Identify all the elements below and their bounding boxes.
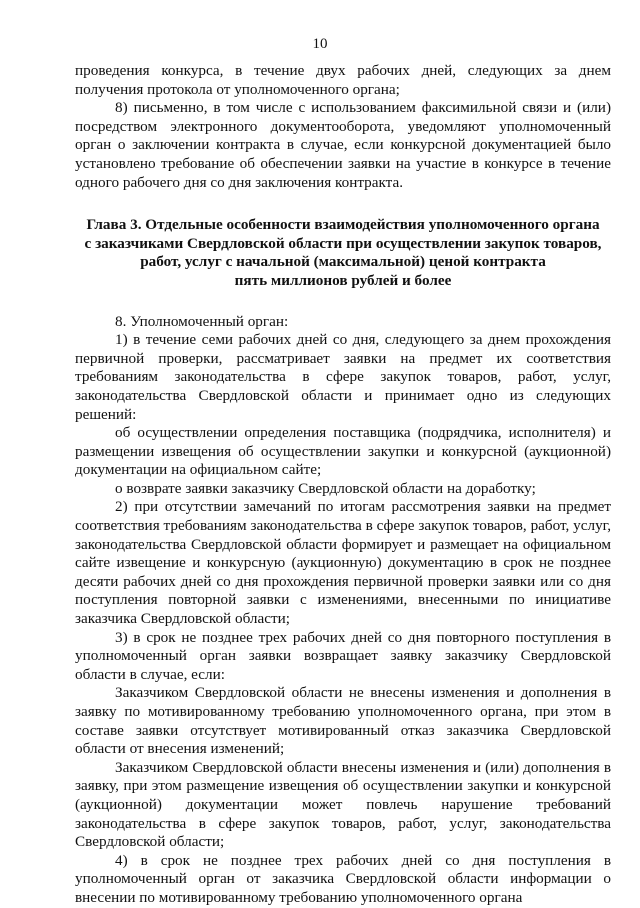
heading-line: пять миллионов рублей и более [234,271,452,289]
paragraph-p-8-1: 1) в течение семи рабочих дней со дня, следующего за днем прохождения первичной проверки, рассматривает заявки на предмет их соответствия требованиям законодательства в сфере закупок товаров, работ, услуг, законодательства Свердловской области и принимает одно из следующих решений: [75,331,611,423]
paragraph-p-8-3-a: Заказчиком Свердловской области не внесены изменения и дополнения в заявку по мотивированному требованию уполномоченного органа, при этом в составе заявки отсутствует мотивированный отказ заказчика Свердловской области от внесения изменений; [75,684,611,758]
paragraph-p-8-3-b: Заказчиком Свердловской области внесены изменения и (или) дополнения в заявку, при этом размещение извещения об осуществлении закупки и конкурсной (аукционной) документации может повлечь нарушение требований законодательства в сфере закупок товаров, работ, услуг, законодательства Свердловской области; [75,758,611,851]
chapter-heading [75,216,611,290]
paragraph-p-8-3: 3) в срок не позднее трех рабочих дней со дня повторного поступления в уполномоченный орган заявки возвращает заявку заказчику Свердловской области в случае, если: [75,628,611,683]
top-section [75,62,611,192]
paragraph-p-8: 8. Уполномоченный орган: [115,312,289,330]
paragraph-p-item-8: 8) письменно, в том числе с использованием факсимильной связи и (или) посредством электронного документооборота, уведомляют уполномоченный орган о заключении контракта в случае, если конкурсной документацией было установлено требование об обеспечении заявки на участие в конкурсе в течение одного рабочего дня со дня заключения контракта. [75,99,611,191]
paragraph-p-8-1-b: о возврате заявки заказчику Свердловской области на доработку; [115,479,536,497]
paragraph-p-intro: проведения конкурса, в течение двух рабочих дней, следующих за днем получения протокола от уполномоченного органа; [75,62,611,98]
heading-line: с заказчиками Свердловской области при осуществлении закупок товаров, [84,234,602,252]
body-section [75,313,611,908]
paragraph-p-8-2: 2) при отсутствии замечаний по итогам рассмотрения заявки на предмет соответствия требованиям законодательства в сфере закупок товаров, работ, услуг, законодательства Свердловской области формирует и размещает на официальном сайте извещение и конкурсную (аукционную) документацию в срок не позднее десяти рабочих дней со дня прохождения первичной проверки заявки или со дня поступления повторной заявки с изменениями, внесенными по инициативе заказчика Свердловской области; [75,498,611,628]
document-body [75,62,611,908]
paragraph-p-8-1-a: об осуществлении определения поставщика (подрядчика, исполнителя) и размещении извещения об осуществлении закупки и конкурсной (аукционной) документации на официальном сайте; [75,424,611,479]
page-number: 10 [312,36,328,52]
heading-line: работ, услуг с начальной (максимальной) ценой контракта [140,253,546,271]
paragraph-p-8-4: 4) в срок не позднее трех рабочих дней со дня поступления в уполномоченный орган от заказчика Свердловской области информации о внесении по мотивированному требованию уполномоченного органа [75,851,611,906]
heading-line: Глава 3. Отдельные особенности взаимодействия уполномоченного органа [86,216,600,234]
